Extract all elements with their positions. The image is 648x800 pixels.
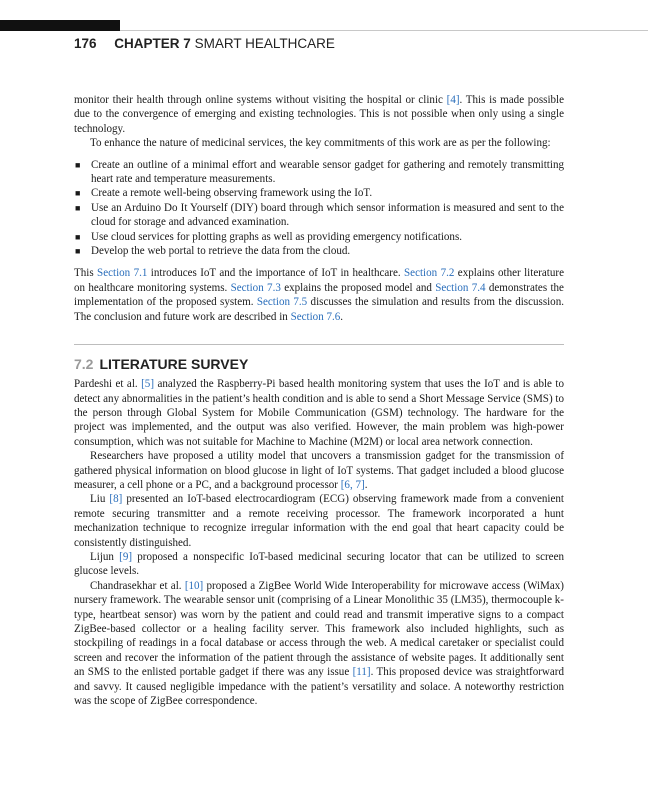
list-item-text: Use cloud services for plotting graphs as well as providing emergency notifications.	[91, 230, 463, 243]
citation-link[interactable]: [8]	[109, 493, 123, 506]
contributions-list	[74, 158, 564, 259]
citation-link[interactable]: [4]	[446, 94, 460, 106]
section-heading	[74, 355, 564, 373]
running-header	[74, 36, 335, 51]
list-item	[74, 186, 564, 200]
survey-paragraph	[74, 377, 564, 449]
section-link[interactable]: Section 7.4	[435, 281, 486, 294]
text-run: . This proposed device was straightforward and savvy. It caused negligible impedance with the patient’s versatility and solace. A noteworthy restriction was the scope of ZigBee correspondence.	[74, 666, 564, 708]
section-number: 7.2	[74, 356, 94, 373]
citation-link[interactable]: [11]	[352, 666, 371, 679]
text-run: This	[74, 267, 98, 280]
text-run: monitor their health through online systems without visiting the hospital or clinic	[74, 94, 447, 106]
text-run: Lijun	[90, 550, 120, 563]
survey-paragraph	[74, 550, 564, 579]
text-run: Pardeshi et al.	[74, 378, 142, 391]
survey-paragraph	[74, 449, 564, 492]
bullet-icon: ■	[75, 246, 81, 257]
bullet-icon: ■	[75, 202, 81, 213]
survey-paragraph	[74, 579, 564, 709]
survey-paragraph	[74, 492, 564, 550]
header-bar	[0, 20, 120, 31]
text-run: Liu	[90, 493, 110, 506]
section-link[interactable]: Section 7.3	[230, 281, 281, 294]
section-link[interactable]: Section 7.2	[404, 267, 455, 280]
text-run: .	[364, 478, 368, 491]
list-item-text: Develop the web portal to retrieve the data from the cloud.	[91, 245, 351, 258]
citation-link[interactable]: [10]	[184, 579, 204, 592]
chapter-title: SMART HEALTHCARE	[194, 36, 335, 51]
text-run: Chandrasekhar et al.	[90, 579, 185, 592]
list-item	[74, 244, 564, 258]
list-item-text: Create a remote well-being observing framework using the IoT.	[91, 187, 373, 200]
text-run: .	[340, 310, 344, 323]
text-run: explains other literature on healthcare monitoring systems.	[74, 267, 564, 294]
bullet-icon: ■	[75, 159, 81, 170]
header-rule	[120, 30, 648, 31]
citation-link[interactable]: [9]	[119, 550, 133, 563]
text-run: presented an IoT-based electrocardiogram (ECG) observing framework made from a convenient remote securing transmitter and a remote receiving processor. The framework incorporated a hunt mechanization technique to recognize irregular information with the end goal that heart capacity could be consistently distinguished.	[74, 493, 564, 549]
section-link[interactable]: Section 7.5	[256, 296, 308, 309]
intro-paragraph	[74, 93, 564, 136]
citation-link[interactable]: [5]	[141, 378, 155, 391]
text-run: . This is made possible due to the convergence of emerging and existing technologies. This is not possible when only using a single technology.	[74, 94, 565, 135]
bullet-icon: ■	[75, 231, 81, 242]
outline-paragraph	[74, 266, 564, 324]
text-run: analyzed the Raspberry-Pi based health monitoring system that uses the IoT and is able to detect any abnormalities in the patient’s health condition and is able to send a Short Message Service (SMS) to the person through Global System for Mobile Communication (GSM) technology. The hardware for the project was implemented, and the output was also verified. However, the main problem was high-power consumption, which was not suitable for Machine to Machine (M2M) or local area network connection.	[74, 378, 564, 448]
section-title: LITERATURE SURVEY	[99, 356, 249, 373]
text-run: explains the proposed model and	[280, 281, 436, 294]
list-item	[74, 158, 564, 187]
chapter-label: CHAPTER 7	[114, 36, 191, 51]
text-run: demonstrates the implementation of the proposed system.	[74, 281, 564, 309]
bullet-icon: ■	[75, 188, 81, 199]
text-run: proposed a nonspecific IoT-based medicinal securing locator that can be utilized to screen glucose levels.	[74, 550, 564, 578]
list-item	[74, 230, 564, 244]
text-run: discusses the simulation and results from the discussion. The conclusion and future work are described in	[74, 296, 564, 323]
section-link[interactable]: Section 7.1	[97, 267, 148, 280]
text-run: proposed a ZigBee World Wide Interoperability for microwave access (WiMax) nursery framework. The wearable sensor unit (comprising of a Linear Monolithic 35 (LM35), thermocouple k-type, heartbeat sensor) was worn by the patient and could read and transmit imperative signs to a compact ZigBee-based collector or a healing facility server. This framework also included highlights, such as stockpiling of readings in a focal database or access through the web. A medical caretaker or specialist could screen and recover the information of the patient through the assistance of website pages. It additionally sent an SMS to the enlisted portable gadget if there was any issue	[74, 579, 564, 679]
text-run: introduces IoT and the importance of IoT in healthcare.	[147, 267, 405, 280]
page-number: 176	[74, 36, 97, 51]
section-link[interactable]: Section 7.6	[290, 310, 341, 323]
list-item	[74, 201, 564, 230]
list-item-text: Create an outline of a minimal effort and wearable sensor gadget for gathering and remotely transmitting heart rate and temperature measurements.	[91, 158, 564, 186]
citation-link[interactable]: [6, 7]	[340, 478, 365, 491]
contributions-intro: To enhance the nature of medicinal services, the key commitments of this work are as per the following:	[90, 137, 551, 150]
list-item-text: Use an Arduino Do It Yourself (DIY) board through which sensor information is measured and sent to the cloud for storage and advanced examination.	[91, 201, 564, 229]
section-divider	[74, 344, 564, 345]
page-body	[74, 93, 564, 708]
text-run: Researchers have proposed a utility model that uncovers a transmission gadget for the transmission of gathered physical information on blood glucose in light of IoT systems. That gadget included a blood glucose measurer, a cell phone or a PC, and a background processor	[74, 450, 564, 491]
